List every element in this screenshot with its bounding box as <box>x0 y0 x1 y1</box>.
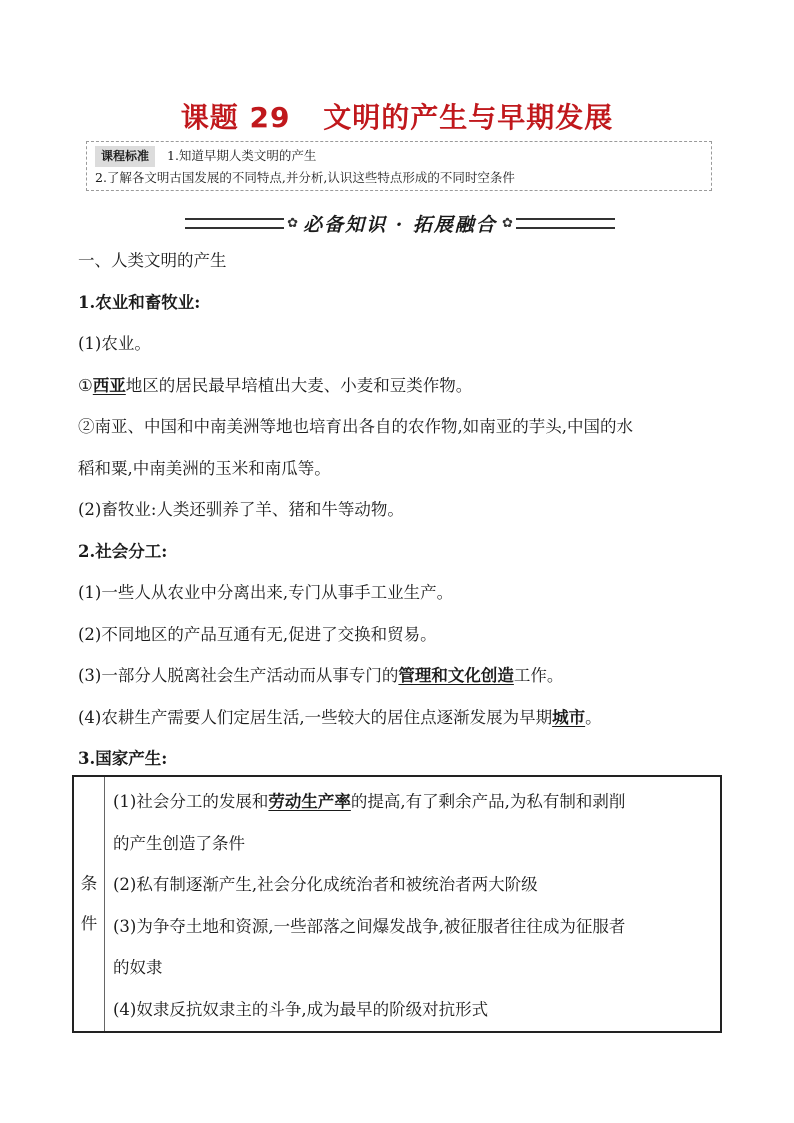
item-number: ① <box>78 375 93 395</box>
subheading-agriculture: 1.农业和畜牧业: <box>78 292 201 312</box>
key-term-productivity: 劳动生产率 <box>268 792 351 811</box>
paragraph-trade: (2)不同地区的产品互通有无,促进了交换和贸易。 <box>78 624 437 644</box>
paragraph-text: (4)农耕生产需要人们定居生活,一些较大的居住点逐渐发展为早期 <box>78 707 553 727</box>
condition-text: (1)社会分工的发展和 <box>113 792 269 811</box>
condition-3-line2: 的奴隶 <box>113 958 163 977</box>
key-term-west-asia: 西亚 <box>92 375 126 395</box>
paragraph-text: 。 <box>585 707 602 727</box>
standard-item-1: 1.知道早期人类文明的产生 <box>167 148 317 163</box>
condition-4: (4)奴隶反抗奴隶主的斗争,成为最早的阶级对抗形式 <box>113 999 489 1019</box>
paragraph-west-asia <box>78 365 728 407</box>
banner-rule-left <box>185 218 284 229</box>
conditions-content-cell <box>105 776 722 1032</box>
banner-rule-right <box>516 218 615 229</box>
paragraph-cities <box>78 697 728 739</box>
subheading-state: 3.国家产生: <box>78 749 168 768</box>
condition-text: 的提高,有了剩余产品,为私有制和剥削 <box>350 792 626 811</box>
page-title <box>0 96 794 136</box>
key-term-city: 城市 <box>552 707 586 727</box>
paragraph-crops-line2: 稻和粟,中南美洲的玉米和南瓜等。 <box>78 458 331 478</box>
section-heading: 一、人类文明的产生 <box>78 251 227 270</box>
paragraph-text: 工作。 <box>513 666 564 685</box>
paragraph-crops-line1: ②南亚、中国和中南美洲等地也培育出各自的农作物,如南亚的芋头,中国的水 <box>78 417 633 436</box>
banner-text: 必备知识 · 拓展融合 <box>303 213 497 236</box>
standard-item-2: 2.了解各文明古国发展的不同特点,并分析,认识这些特点形成的不同时空条件 <box>95 170 515 185</box>
conditions-table <box>72 775 722 1033</box>
title-number: 29 <box>249 101 291 134</box>
header-char: 件 <box>80 914 98 933</box>
condition-1-line1 <box>113 781 714 823</box>
subheading-division-of-labor: 2.社会分工: <box>78 541 168 561</box>
key-term-management: 管理和文化创造 <box>398 666 514 685</box>
paragraph-text: 地区的居民最早培植出大麦、小麦和豆类作物。 <box>125 375 473 395</box>
course-standards-box <box>86 141 712 191</box>
paragraph-livestock: (2)畜牧业:人类还驯养了羊、猪和牛等动物。 <box>78 500 404 519</box>
course-standards-label: 课程标准 <box>95 146 155 167</box>
condition-1-line2: 的产生创造了条件 <box>113 833 245 853</box>
section-banner <box>185 210 615 236</box>
header-char: 条 <box>80 874 98 893</box>
paragraph-agriculture: (1)农业。 <box>78 334 151 353</box>
condition-2: (2)私有制逐渐产生,社会分化成统治者和被统治者两大阶级 <box>113 875 538 894</box>
section-1-content <box>78 240 728 780</box>
conditions-header-cell <box>73 776 105 1032</box>
paragraph-handicraft: (1)一些人从农业中分离出来,专门从事手工业生产。 <box>78 583 454 602</box>
title-prefix: 课题 <box>180 101 239 134</box>
banner-ornament-left-icon: ✿ <box>287 215 299 231</box>
paragraph-text: (3)一部分人脱离社会生产活动而从事专门的 <box>78 666 399 685</box>
title-text: 文明的产生与早期发展 <box>323 101 614 134</box>
condition-3-line1: (3)为争夺土地和资源,一些部落之间爆发战争,被征服者往往成为征服者 <box>113 916 626 936</box>
paragraph-management <box>78 655 728 697</box>
banner-ornament-right-icon: ✿ <box>501 215 513 231</box>
